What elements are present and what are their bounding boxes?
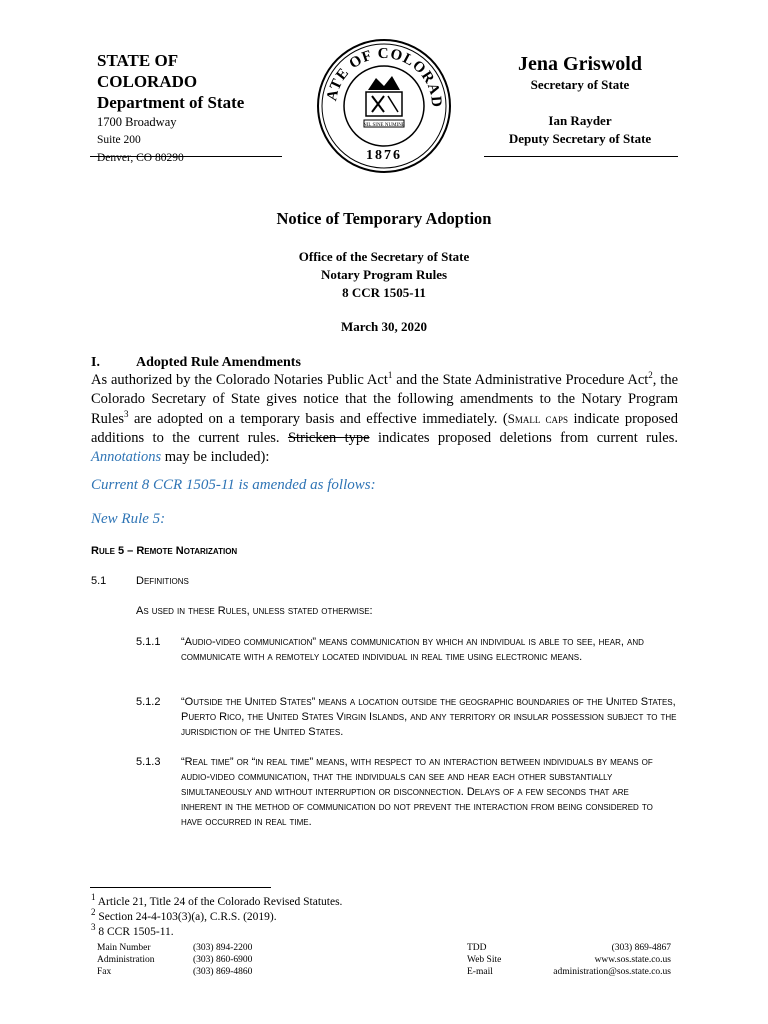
definitions-intro: As used in these Rules, unless stated otherwise: <box>136 605 373 617</box>
svg-text:STATE OF COLORADO <box>316 38 444 109</box>
footer-label: TDD <box>467 943 487 953</box>
address-line3: Denver, CO 80290 <box>97 152 184 164</box>
footer-value: (303) 869-4860 <box>193 967 253 977</box>
footnote-number: 1 <box>91 892 96 903</box>
footer-contact-left <box>97 942 155 978</box>
para-text: indicates proposed deletions from current rules. <box>369 430 678 446</box>
rule-heading: Rule 5 – Remote Notarization <box>91 545 238 557</box>
section-number: I. <box>91 355 100 370</box>
secretary-title: Secretary of State <box>530 77 630 92</box>
intro-paragraph <box>91 371 678 467</box>
notice-program: Notary Program Rules <box>320 267 448 282</box>
footer-contact-right-values <box>520 942 671 978</box>
footnote-text: Article 21, Title 24 of the Colorado Revised Statutes. <box>95 896 343 908</box>
footer-label: Administration <box>97 955 155 965</box>
footer-value: administration@sos.state.co.us <box>553 967 671 977</box>
amended-statement: Current 8 CCR 1505-11 is amended as follows: <box>91 477 376 493</box>
footer-label: Web Site <box>467 955 502 965</box>
footer-contact-left-values <box>193 942 252 978</box>
notice-office: Office of the Secretary of State <box>298 249 470 264</box>
deputy-name: Ian Rayder <box>548 113 612 128</box>
footer-value: (303) 860-6900 <box>193 955 253 965</box>
footer-label: Fax <box>97 967 112 977</box>
letterhead-left <box>97 50 282 167</box>
annotations-sample: Annotations <box>91 449 162 465</box>
definition-number: 5.1.1 <box>136 636 161 648</box>
definition-number: 5.1.2 <box>136 696 161 708</box>
footnote-text: 8 CCR 1505-11. <box>95 926 174 938</box>
footer-label: E-mail <box>467 967 493 977</box>
notice-subheading <box>90 248 678 302</box>
definition-number: 5.1.3 <box>136 756 161 768</box>
footer-value: www.sos.state.co.us <box>594 955 671 965</box>
stricken-sample: Stricken type <box>287 430 370 446</box>
footnote-ref-3: 3 <box>124 409 129 420</box>
org-line1: STATE OF <box>97 51 179 70</box>
footnote <box>91 892 343 910</box>
header-divider-right <box>484 156 678 157</box>
footnote <box>91 907 277 925</box>
notice-ccr: 8 CCR 1505-11 <box>342 285 426 300</box>
notice-title: Notice of Temporary Adoption <box>276 209 492 228</box>
footnote-text: Section 24-4-103(3)(a), C.R.S. (2019). <box>95 911 277 923</box>
address-line1: 1700 Broadway <box>97 115 177 129</box>
footnote-ref-1: 1 <box>387 370 393 381</box>
secretary-name: Jena Griswold <box>518 53 642 75</box>
state-seal-logo <box>316 38 452 174</box>
para-text: indicate proposed additions to the current rules. <box>91 411 678 446</box>
footer-label: Main Number <box>97 943 151 953</box>
footnote <box>91 922 174 940</box>
new-rule-label: New Rule 5: <box>91 511 166 527</box>
address-line2: Suite 200 <box>97 134 141 146</box>
department-name: Department of State <box>97 93 245 112</box>
para-text: and the State Administrative Procedure Act <box>392 372 649 388</box>
header-divider-left <box>90 156 282 157</box>
footnote-number: 2 <box>91 907 96 918</box>
subsection-number: 5.1 <box>91 575 107 587</box>
para-text: are adopted on a temporary basis and effective immediately. ( <box>128 411 508 427</box>
para-text: , the Colorado Secretary of State gives notice that the following amendments to the Notary Program Rules <box>91 372 679 427</box>
para-text: As authorized by the Colorado Notaries Public Act <box>91 372 388 388</box>
definition-text: “Real time” or “in real time” means, with respect to an interaction between individuals by means of audio-video communication, that the individuals can see and hear each other substantially simultaneously and without interruption or disconnection. Delays of a few seconds that are inherent in the method of communication do not prevent the interaction from being considered to have occurred in real time. <box>181 756 653 828</box>
seal-title-text: ATE OF COLORAD <box>324 45 445 109</box>
org-line2: COLORADO <box>97 72 198 91</box>
footer-value: (303) 894-2200 <box>193 943 253 953</box>
letterhead-right <box>484 52 676 148</box>
section-heading: Adopted Rule Amendments <box>136 355 301 370</box>
definition-text: “Audio-video communication” means communication by which an individual is able to see, hear, and communicate with a remotely located individual in real time using electronic means. <box>181 636 644 663</box>
footer-contact-right <box>467 942 501 978</box>
footnote-divider <box>90 887 271 888</box>
definition-text: “Outside the United States” means a location outside the geographic boundaries of the United States, Puerto Rico, the United States Virgin Islands, and any territory or insular possession subject to the jurisdiction of the United States. <box>181 696 677 738</box>
footnote-number: 3 <box>91 922 96 933</box>
spacer <box>484 94 676 112</box>
seal-year: 1876 <box>366 148 402 163</box>
small-caps-sample: Small caps <box>507 411 569 426</box>
seal-motto: NIL SINE NUMINE <box>363 123 405 128</box>
notice-date: March 30, 2020 <box>340 319 428 334</box>
footnote-ref-2: 2 <box>648 370 653 381</box>
footer-value: (303) 869-4867 <box>611 943 671 953</box>
deputy-title: Deputy Secretary of State <box>508 131 652 146</box>
para-text: may be included): <box>161 449 270 465</box>
subsection-title: Definitions <box>136 575 189 587</box>
